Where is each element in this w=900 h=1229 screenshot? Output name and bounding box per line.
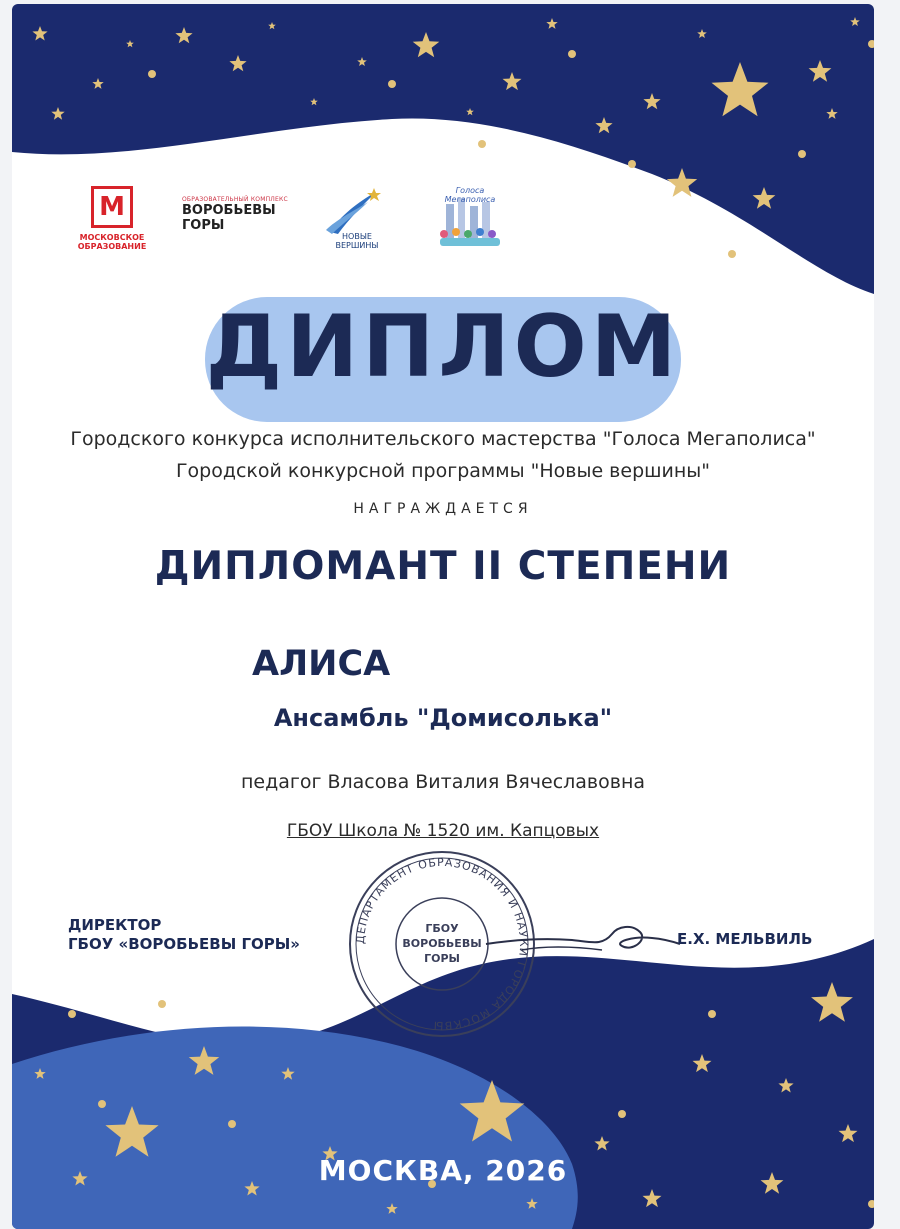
- city-year: МОСКВА, 2026: [318, 1154, 568, 1187]
- moscow-education-logo: [74, 186, 150, 251]
- dot-icon: [628, 160, 636, 168]
- novye-vershiny-logo: [318, 186, 388, 260]
- ensemble-name: Ансамбль "Домисолька": [273, 704, 613, 732]
- contest-line-2: Городской конкурсной программы "Новые вершины": [175, 460, 711, 482]
- dot-icon: [478, 140, 486, 148]
- recipient-name: АЛИСА: [252, 644, 391, 684]
- novye-vershiny-text: НОВЫЕ ВЕРШИНЫ: [335, 232, 379, 250]
- diploma-page: [12, 4, 874, 1229]
- award-degree: ДИПЛОМАНТ II СТЕПЕНИ: [154, 544, 732, 589]
- svg-text:ВОРОБЬЕВЫ: ВОРОБЬЕВЫ: [402, 937, 482, 950]
- dot-icon: [798, 150, 806, 158]
- stamp-ring-text: ДЕПАРТАМЕНТ ОБРАЗОВАНИЯ И НАУКИ ГОРОДА МОСКВЫ: [353, 855, 531, 1033]
- dot-icon: [618, 1110, 626, 1118]
- svg-text:ГБОУ: ГБОУ: [425, 922, 459, 935]
- partner-logos: [12, 184, 874, 264]
- dot-icon: [388, 80, 396, 88]
- school-name-text: ГБОУ Школа № 1520 им. Капцовых: [286, 821, 600, 841]
- dot-icon: [158, 1000, 166, 1008]
- school-name: [12, 821, 874, 841]
- vorobyovy-gory-logo: [182, 196, 292, 233]
- moscow-education-text: МОСКОВСКОЕ ОБРАЗОВАНИЕ: [77, 233, 147, 251]
- dot-icon: [228, 1120, 236, 1128]
- golosa-megapolisa-text: Голоса Мегаполиса: [444, 186, 496, 204]
- diploma-title: ДИПЛОМ: [205, 297, 681, 397]
- signer-name: Е.Х. МЕЛЬВИЛЬ: [677, 930, 813, 948]
- dot-icon: [148, 70, 156, 78]
- vorobyovy-gory-name: ВОРОБЬЕВЫ ГОРЫ: [182, 203, 276, 233]
- teacher-name: педагог Власова Виталия Вячеславовна: [240, 771, 646, 793]
- golosa-megapolisa-logo: [432, 184, 508, 260]
- svg-text:ГОРЫ: ГОРЫ: [424, 952, 460, 965]
- dot-icon: [708, 1010, 716, 1018]
- novye-vershiny-swoosh-icon: [318, 186, 388, 236]
- dot-icon: [568, 50, 576, 58]
- dot-icon: [68, 1010, 76, 1018]
- contest-line-1: Городского конкурса исполнительского мастерства "Голоса Мегаполиса": [70, 428, 816, 450]
- awarded-label: НАГРАЖДАЕТСЯ: [353, 501, 533, 517]
- redacted-surname: [407, 649, 667, 691]
- director-signature: [482, 916, 682, 976]
- vorobyovy-gory-subtitle: ОБРАЗОВАТЕЛЬНЫЙ КОМПЛЕКС: [182, 196, 288, 203]
- director-title: ДИРЕКТОР ГБОУ «ВОРОБЬЕВЫ ГОРЫ»: [68, 916, 300, 953]
- moscow-education-mark: М: [91, 186, 133, 228]
- dot-icon: [98, 1100, 106, 1108]
